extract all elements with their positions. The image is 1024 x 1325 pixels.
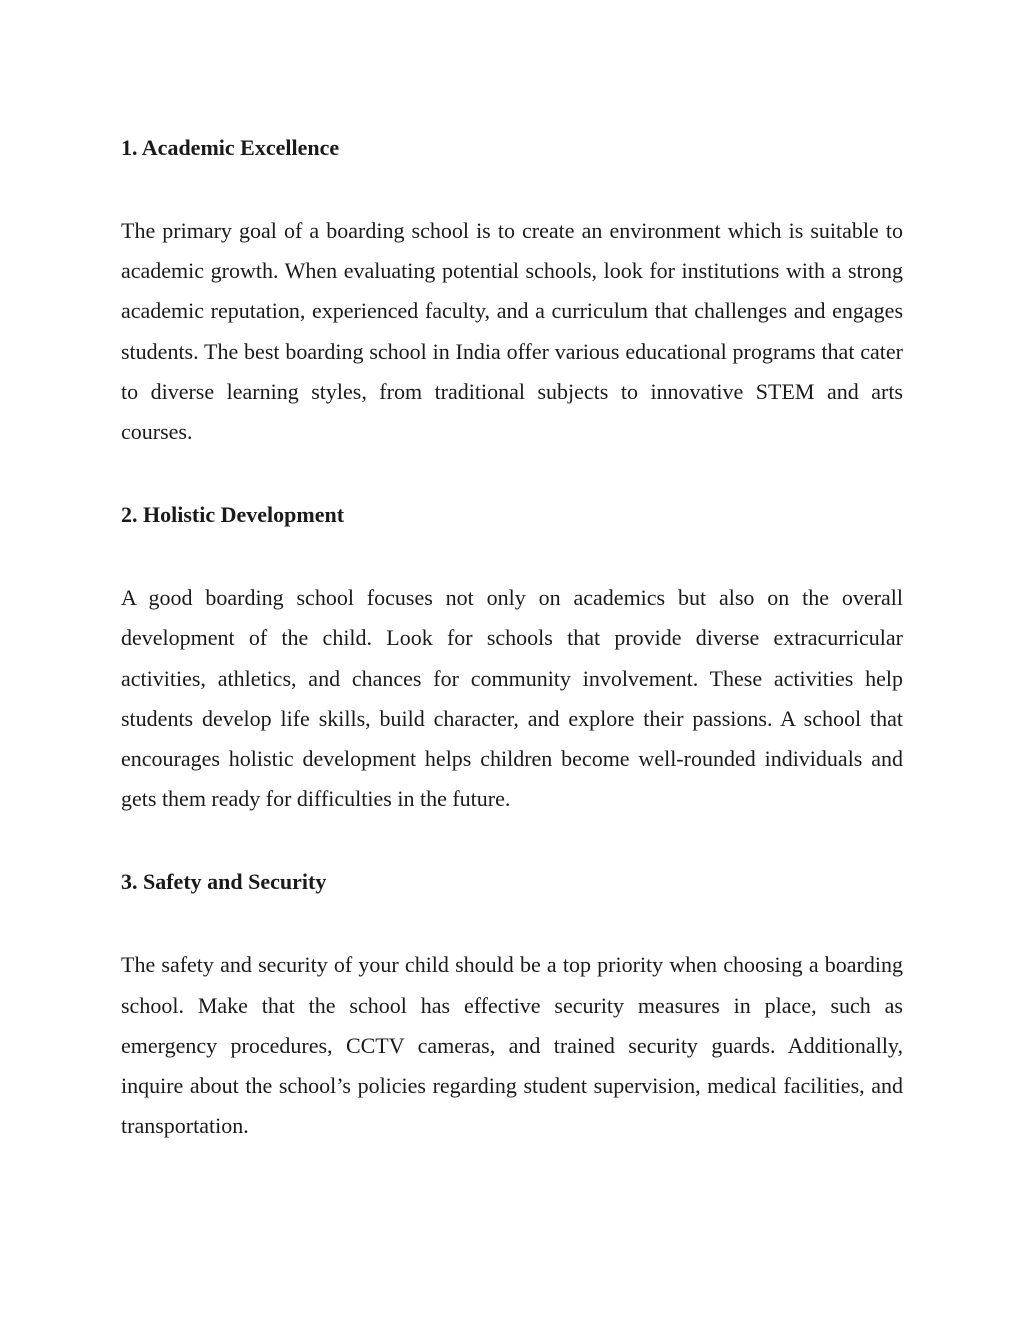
section-body-academic-excellence: The primary goal of a boarding school is to create an environment which is suitable to academic growth. When evaluating potential schools, look for institutions with a strong academic reputation, experienced faculty, and a curriculum that challenges and engages students. The best boarding school in India offer various educational programs that cater to diverse learning styles, from traditional subjects to innovative STEM and arts courses. (121, 218, 903, 445)
section-body-safety-and-security: The safety and security of your child should be a top priority when choosing a boarding school. Make that the school has effective security measures in place, such as emergency procedures, CCTV cameras, and trained security guards. Additionally, inquire about the school’s policies regarding student supervision, medical facilities, and transportation. (121, 952, 903, 1139)
section-heading-safety-and-security: 3. Safety and Security (121, 869, 327, 895)
section-body-holistic-development: A good boarding school focuses not only on academics but also on the overall development of the child. Look for schools that provide diverse extracurricular activities, athletics, and chances for community involvement. These activities help students develop life skills, build character, and explore their passions. A school that encourages holistic development helps children become well-rounded individuals and gets them ready for difficulties in the future. (121, 585, 903, 812)
document-page (121, 128, 903, 1146)
section-heading-holistic-development: 2. Holistic Development (121, 502, 345, 528)
section-heading-academic-excellence: 1. Academic Excellence (121, 135, 340, 160)
